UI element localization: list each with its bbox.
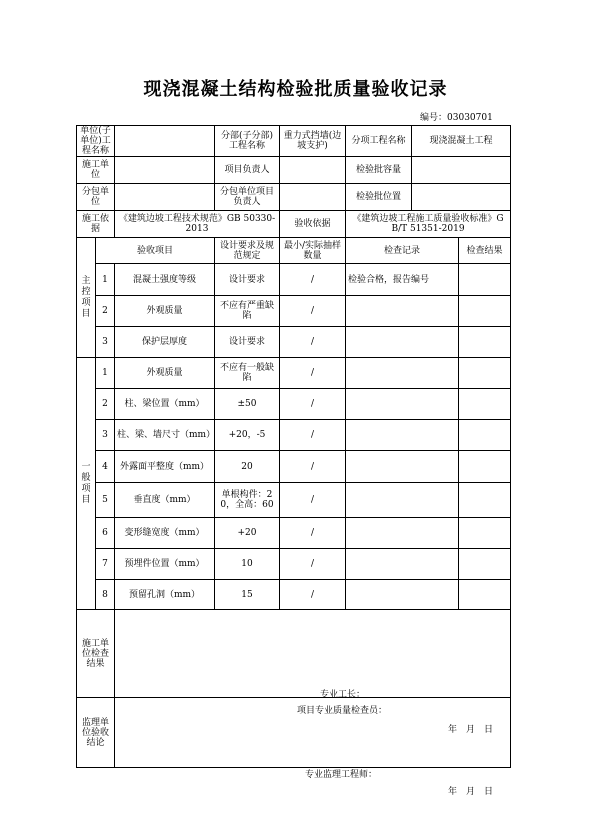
item-requirement: +20，-5 <box>215 420 280 451</box>
item-result[interactable] <box>459 483 511 518</box>
pm-value[interactable] <box>280 157 346 184</box>
info-row-constructor <box>77 157 511 184</box>
info-row-project <box>77 126 511 157</box>
batch-capacity-value[interactable] <box>412 157 511 184</box>
construction-check-label: 施工单位检查结果 <box>77 610 115 698</box>
sub-pm-label: 分包单位项目负责人 <box>215 184 280 211</box>
item-result[interactable] <box>459 451 511 483</box>
batch-capacity-label: 检验批容量 <box>346 157 412 184</box>
item-sample[interactable]: / <box>280 296 346 327</box>
acceptance-basis-label: 验收依据 <box>280 211 346 238</box>
inspection-form <box>76 125 511 797</box>
table-row <box>77 264 511 296</box>
table-row <box>77 358 511 389</box>
main-group-label: 主控项目 <box>81 275 91 319</box>
page-title: 现浇混凝土结构检验批质量验收记录 <box>143 79 448 100</box>
sub-project-value[interactable]: 重力式挡墙(边坡支护) <box>280 126 346 157</box>
item-requirement: 设计要求 <box>215 327 280 358</box>
unit-project-label: 单位(子单位)工程名称 <box>77 126 115 157</box>
batch-location-label: 检验批位置 <box>346 184 412 211</box>
info-row-subcontractor <box>77 184 511 211</box>
item-requirement: 单根构件：20，全高：60 <box>215 483 280 518</box>
table-row <box>77 389 511 420</box>
item-sample[interactable]: / <box>280 483 346 518</box>
constructor-label: 施工单位 <box>77 157 115 184</box>
item-sample[interactable]: / <box>280 518 346 549</box>
item-no: 5 <box>96 483 115 518</box>
item-name: 柱、梁、墙尺寸（mm） <box>115 420 215 451</box>
basis-label: 施工依据 <box>77 211 115 238</box>
item-record[interactable] <box>346 483 459 518</box>
subcontractor-value[interactable] <box>115 184 215 211</box>
item-no: 4 <box>96 451 115 483</box>
basis-value: 《建筑边坡工程技术规范》GB 50330-2013 <box>115 211 280 238</box>
supervision-check-label: 监理单位验收结论 <box>77 698 115 768</box>
item-result[interactable] <box>459 358 511 389</box>
batch-location-value[interactable] <box>412 184 511 211</box>
item-name: 垂直度（mm） <box>115 483 215 518</box>
construction-check-row <box>77 610 511 698</box>
item-record[interactable] <box>346 296 459 327</box>
item-no: 2 <box>96 296 115 327</box>
item-requirement: 不应有一般缺陷 <box>215 358 280 389</box>
general-group-cell <box>77 358 96 610</box>
item-record[interactable]: 检验合格，报告编号 <box>346 264 459 296</box>
item-name: 外观质量 <box>115 358 215 389</box>
item-requirement: ±50 <box>215 389 280 420</box>
item-project-label: 分项工程名称 <box>346 126 412 157</box>
item-no: 1 <box>96 264 115 296</box>
unit-project-value[interactable] <box>115 126 215 157</box>
item-sample[interactable]: / <box>280 549 346 580</box>
item-no: 8 <box>96 580 115 610</box>
col-header-result: 检查结果 <box>459 238 511 264</box>
item-no: 6 <box>96 518 115 549</box>
pm-label: 项目负责人 <box>215 157 280 184</box>
table-row <box>77 296 511 327</box>
inspector-label: 项目专业质量检查员： <box>297 705 388 716</box>
item-name: 预埋件位置（mm） <box>115 549 215 580</box>
item-requirement: 15 <box>215 580 280 610</box>
item-sample[interactable]: / <box>280 389 346 420</box>
item-record[interactable] <box>346 358 459 389</box>
constructor-value[interactable] <box>115 157 215 184</box>
item-sample[interactable]: / <box>280 358 346 389</box>
supervisor-label: 专业监理工程师： <box>305 769 378 780</box>
table-row <box>77 580 511 610</box>
col-header-record: 检查记录 <box>346 238 459 264</box>
item-result[interactable] <box>459 420 511 451</box>
item-result[interactable] <box>459 296 511 327</box>
item-sample[interactable]: / <box>280 451 346 483</box>
item-requirement: 10 <box>215 549 280 580</box>
foreman-label: 专业工长： <box>320 689 366 700</box>
item-record[interactable] <box>346 580 459 610</box>
item-record[interactable] <box>346 549 459 580</box>
table-row <box>77 327 511 358</box>
doc-number-label: 编号： <box>420 113 448 123</box>
doc-number-value: 03030701 <box>447 113 493 123</box>
col-header-sample: 最小/实际抽样数量 <box>280 238 346 264</box>
item-sample[interactable]: / <box>280 420 346 451</box>
item-requirement: 20 <box>215 451 280 483</box>
item-no: 2 <box>96 389 115 420</box>
doc-number <box>420 110 493 123</box>
supervision-check-row <box>77 698 511 768</box>
item-result[interactable] <box>459 518 511 549</box>
general-group-label: 一般项目 <box>81 461 91 505</box>
col-header-item: 验收项目 <box>96 238 215 264</box>
sub-pm-value[interactable] <box>280 184 346 211</box>
item-sample[interactable]: / <box>280 264 346 296</box>
table-row <box>77 483 511 518</box>
sub-project-label: 分部(子分部)工程名称 <box>215 126 280 157</box>
item-no: 3 <box>96 327 115 358</box>
item-name: 变形缝宽度（mm） <box>115 518 215 549</box>
item-no: 3 <box>96 420 115 451</box>
item-name: 混凝土强度等级 <box>115 264 215 296</box>
construction-check-area[interactable] <box>115 610 511 735</box>
table-row <box>77 549 511 580</box>
item-record[interactable] <box>346 327 459 358</box>
item-name: 预留孔洞（mm） <box>115 580 215 610</box>
item-requirement: 不应有严重缺陷 <box>215 296 280 327</box>
item-name: 柱、梁位置（mm） <box>115 389 215 420</box>
acceptance-basis-value: 《建筑边坡工程施工质量验收标准》GB/T 51351-2019 <box>346 211 511 238</box>
item-name: 保护层厚度 <box>115 327 215 358</box>
item-record[interactable] <box>346 518 459 549</box>
col-header-requirement: 设计要求及规范规定 <box>215 238 280 264</box>
item-name: 外观质量 <box>115 296 215 327</box>
item-project-value[interactable]: 现浇混凝土工程 <box>412 126 511 157</box>
item-record[interactable] <box>346 451 459 483</box>
supervision-date: 年 月 日 <box>448 786 494 797</box>
item-no: 7 <box>96 549 115 580</box>
construction-date: 年 月 日 <box>448 724 494 735</box>
item-sample[interactable]: / <box>280 327 346 358</box>
table-row <box>77 451 511 483</box>
item-requirement: 设计要求 <box>215 264 280 296</box>
info-row-basis <box>77 211 511 238</box>
item-result[interactable] <box>459 264 511 296</box>
item-result[interactable] <box>459 549 511 580</box>
subcontractor-label: 分包单位 <box>77 184 115 211</box>
table-row <box>77 420 511 451</box>
column-header-row <box>77 238 511 264</box>
item-no: 1 <box>96 358 115 389</box>
item-result[interactable] <box>459 389 511 420</box>
table-row <box>77 518 511 549</box>
item-result[interactable] <box>459 580 511 610</box>
item-requirement: +20 <box>215 518 280 549</box>
item-record[interactable] <box>346 420 459 451</box>
main-group-cell <box>77 238 96 358</box>
item-sample[interactable]: / <box>280 580 346 610</box>
item-result[interactable] <box>459 327 511 358</box>
item-name: 外露面平整度（mm） <box>115 451 215 483</box>
item-record[interactable] <box>346 389 459 420</box>
